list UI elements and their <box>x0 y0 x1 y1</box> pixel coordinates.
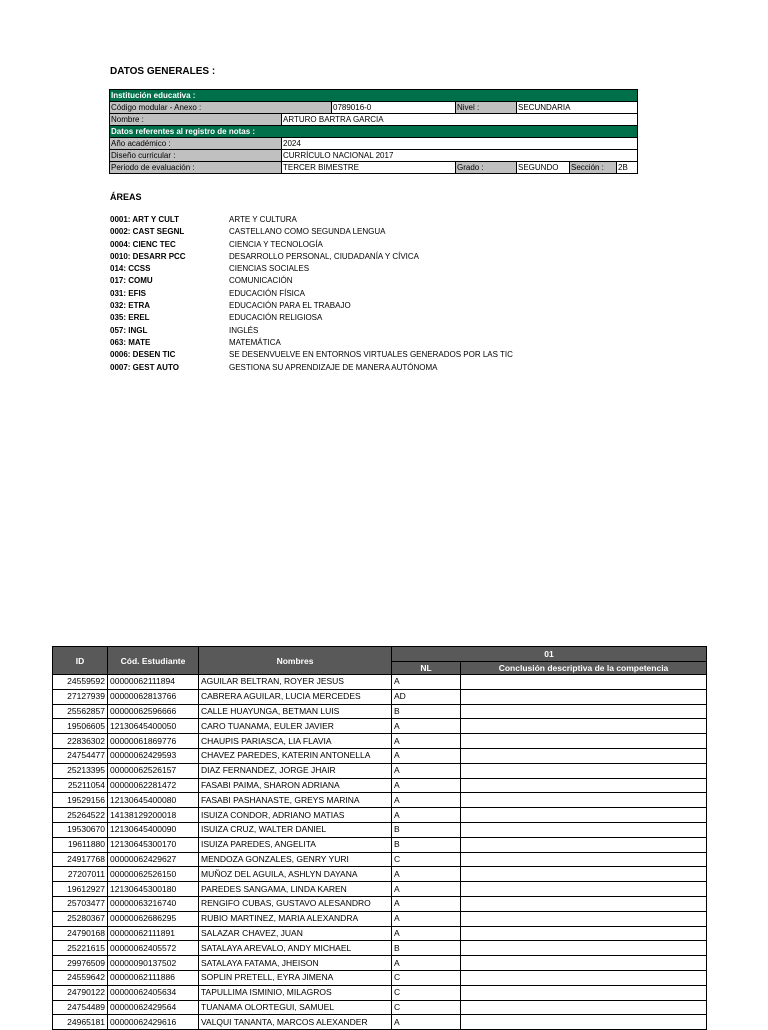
cell-cod-estudiante: 00000062111886 <box>108 970 199 985</box>
cell-cod-estudiante: 00000062429616 <box>108 1015 199 1030</box>
area-name: CIENCIAS SOCIALES <box>229 264 310 274</box>
cell-nombre: TAPULLIMA ISMINIO, MILAGROS <box>199 985 392 1000</box>
cell-cod-estudiante: 00000062111894 <box>108 675 199 690</box>
area-code: 017: COMU <box>110 276 153 286</box>
cell-cod-estudiante: 00000062405572 <box>108 941 199 956</box>
institucion-header: Institución educativa : <box>110 90 638 102</box>
cell-conclusion[interactable] <box>461 689 707 704</box>
area-name: EDUCACIÓN PARA EL TRABAJO <box>229 301 351 311</box>
codigo-value: 0789016-0 <box>332 102 456 114</box>
cell-id: 24917768 <box>53 852 108 867</box>
cell-conclusion[interactable] <box>461 985 707 1000</box>
header-nl: NL <box>392 662 461 675</box>
cell-conclusion[interactable] <box>461 896 707 911</box>
cell-nombre: CALLE HUAYUNGA, BETMAN LUIS <box>199 704 392 719</box>
cell-nombre: VALQUI TANANTA, MARCOS ALEXANDER <box>199 1015 392 1030</box>
cell-id: 25562857 <box>53 704 108 719</box>
cell-id: 24559592 <box>53 675 108 690</box>
cell-nombre: MENDOZA GONZALES, GENRY YURI <box>199 852 392 867</box>
table-row <box>53 911 707 926</box>
table-row <box>53 956 707 971</box>
cell-id: 25211054 <box>53 778 108 793</box>
cell-conclusion[interactable] <box>461 867 707 882</box>
cell-id: 19506605 <box>53 719 108 734</box>
cell-nl[interactable]: C <box>392 852 461 867</box>
table-row <box>53 763 707 778</box>
cell-conclusion[interactable] <box>461 793 707 808</box>
cell-cod-estudiante: 12130645300170 <box>108 837 199 852</box>
cell-id: 25213395 <box>53 763 108 778</box>
area-code: 0001: ART Y CULT <box>110 215 180 224</box>
table-row <box>53 675 707 690</box>
cell-nombre: SATALAYA FATAMA, JHEISON <box>199 956 392 971</box>
cell-nl[interactable]: B <box>392 837 461 852</box>
cell-nl[interactable]: A <box>392 808 461 823</box>
table-row <box>53 793 707 808</box>
cell-cod-estudiante: 12130645400090 <box>108 822 199 837</box>
header-cod-estudiante: Cód. Estudiante <box>108 647 199 675</box>
area-item <box>110 239 513 251</box>
cell-id: 29976509 <box>53 956 108 971</box>
cell-conclusion[interactable] <box>461 763 707 778</box>
cell-cod-estudiante: 00000090137502 <box>108 956 199 971</box>
area-name: ARTE Y CULTURA <box>229 215 297 224</box>
area-item <box>110 349 513 361</box>
seccion-label: Sección : <box>570 162 617 174</box>
cell-id: 27207011 <box>53 867 108 882</box>
cell-cod-estudiante: 12130645400080 <box>108 793 199 808</box>
cell-id: 25703477 <box>53 896 108 911</box>
cell-nl[interactable]: A <box>392 926 461 941</box>
cell-cod-estudiante: 00000062813766 <box>108 689 199 704</box>
area-name: CIENCIA Y TECNOLOGÍA <box>229 239 323 249</box>
area-code: 057: INGL <box>110 325 148 335</box>
nombre-label: Nombre : <box>110 114 282 126</box>
cell-id: 24790122 <box>53 985 108 1000</box>
header-nombres: Nombres <box>199 647 392 675</box>
area-name: CASTELLANO COMO SEGUNDA LENGUA <box>229 227 386 237</box>
cell-id: 19612927 <box>53 882 108 897</box>
header-competencia-group: 01 <box>392 647 707 662</box>
table-row <box>53 1015 707 1030</box>
area-name: EDUCACIÓN FÍSICA <box>229 288 306 298</box>
cell-cod-estudiante: 00000062429564 <box>108 1000 199 1015</box>
cell-cod-estudiante: 12130645300180 <box>108 882 199 897</box>
cell-nombre: DIAZ FERNANDEZ, JORGE JHAIR <box>199 763 392 778</box>
cell-conclusion[interactable] <box>461 837 707 852</box>
area-item <box>110 288 513 300</box>
nombre-value: ARTURO BARTRA GARCIA <box>282 114 638 126</box>
area-item <box>110 362 513 374</box>
area-name: GESTIONA SU APRENDIZAJE DE MANERA AUTÓNOMA <box>229 362 438 372</box>
cell-id: 19529156 <box>53 793 108 808</box>
cell-nl[interactable]: A <box>392 719 461 734</box>
cell-conclusion[interactable] <box>461 852 707 867</box>
table-row <box>53 837 707 852</box>
cell-nl[interactable]: A <box>392 956 461 971</box>
area-code: 063: MATE <box>110 337 151 347</box>
grado-label: Grado : <box>456 162 517 174</box>
cell-nombre: CHAUPIS PARIASCA, LIA FLAVIA <box>199 734 392 749</box>
nivel-label: Nivel : <box>456 102 517 114</box>
header-id: ID <box>53 647 108 675</box>
cell-nl[interactable]: A <box>392 748 461 763</box>
table-row <box>53 719 707 734</box>
area-code: 0006: DESEN TIC <box>110 350 176 360</box>
cell-conclusion[interactable] <box>461 956 707 971</box>
cell-id: 24965181 <box>53 1015 108 1030</box>
cell-conclusion[interactable] <box>461 675 707 690</box>
general-info-table <box>109 89 638 174</box>
cell-conclusion[interactable] <box>461 941 707 956</box>
cell-nl[interactable]: A <box>392 882 461 897</box>
cell-nombre: CABRERA AGUILAR, LUCIA MERCEDES <box>199 689 392 704</box>
area-item <box>110 263 513 275</box>
cell-conclusion[interactable] <box>461 970 707 985</box>
cell-cod-estudiante: 00000062526150 <box>108 867 199 882</box>
table-row <box>53 734 707 749</box>
area-name: SE DESENVUELVE EN ENTORNOS VIRTUALES GENERADOS POR LAS TIC <box>229 350 513 360</box>
area-item <box>110 312 513 324</box>
cell-conclusion[interactable] <box>461 882 707 897</box>
cell-conclusion[interactable] <box>461 808 707 823</box>
cell-id: 27127939 <box>53 689 108 704</box>
table-row <box>53 852 707 867</box>
cell-nl[interactable]: A <box>392 911 461 926</box>
area-code: 0007: GEST AUTO <box>110 362 179 372</box>
cell-nl[interactable]: A <box>392 763 461 778</box>
cell-cod-estudiante: 00000062526157 <box>108 763 199 778</box>
cell-nl[interactable]: AD <box>392 689 461 704</box>
area-code: 035: EREL <box>110 313 150 323</box>
area-code: 0010: DESARR PCC <box>110 251 186 261</box>
cell-cod-estudiante: 14138129200018 <box>108 808 199 823</box>
table-row <box>53 941 707 956</box>
anio-label: Año académico : <box>110 138 282 150</box>
grado-value: SEGUNDO <box>517 162 570 174</box>
table-row <box>53 896 707 911</box>
codigo-label: Código modular - Anexo : <box>110 102 332 114</box>
table-row <box>53 704 707 719</box>
cell-cod-estudiante: 12130645400050 <box>108 719 199 734</box>
table-row <box>53 970 707 985</box>
area-code: 031: EFIS <box>110 288 147 298</box>
anio-value: 2024 <box>282 138 638 150</box>
cell-nl[interactable]: B <box>392 822 461 837</box>
registro-header: Datos referentes al registro de notas : <box>110 126 638 138</box>
cell-nombre: SALAZAR CHAVEZ, JUAN <box>199 926 392 941</box>
area-code: 014: CCSS <box>110 264 151 274</box>
cell-id: 19530670 <box>53 822 108 837</box>
area-name: EDUCACIÓN RELIGIOSA <box>229 313 323 323</box>
area-item <box>110 300 513 312</box>
area-code: 0004: CIENC TEC <box>110 239 176 249</box>
cell-nl[interactable]: C <box>392 985 461 1000</box>
cell-id: 25221615 <box>53 941 108 956</box>
cell-conclusion[interactable] <box>461 926 707 941</box>
area-name: MATEMÁTICA <box>229 337 281 347</box>
table-row <box>53 748 707 763</box>
cell-nombre: TUANAMA OLORTEGUI, SAMUEL <box>199 1000 392 1015</box>
cell-conclusion[interactable] <box>461 778 707 793</box>
area-item <box>110 226 513 238</box>
cell-nombre: ISUIZA PAREDES, ANGELITA <box>199 837 392 852</box>
diseno-value: CURRÍCULO NACIONAL 2017 <box>282 150 638 162</box>
cell-cod-estudiante: 00000063216740 <box>108 896 199 911</box>
cell-nombre: SATALAYA AREVALO, ANDY MICHAEL <box>199 941 392 956</box>
cell-nl[interactable]: A <box>392 734 461 749</box>
cell-cod-estudiante: 00000062281472 <box>108 778 199 793</box>
cell-nombre: RUBIO MARTINEZ, MARIA ALEXANDRA <box>199 911 392 926</box>
cell-nombre: RENGIFO CUBAS, GUSTAVO ALESANDRO <box>199 896 392 911</box>
cell-nl[interactable]: A <box>392 1015 461 1030</box>
table-row <box>53 689 707 704</box>
cell-cod-estudiante: 00000062405634 <box>108 985 199 1000</box>
cell-nombre: AGUILAR BELTRAN, ROYER JESUS <box>199 675 392 690</box>
diseno-label: Diseño curricular : <box>110 150 282 162</box>
table-row <box>53 808 707 823</box>
cell-conclusion[interactable] <box>461 1000 707 1015</box>
cell-nl[interactable]: C <box>392 1000 461 1015</box>
cell-nl[interactable]: A <box>392 675 461 690</box>
table-row <box>53 882 707 897</box>
cell-nombre: CHAVEZ PAREDES, KATERIN ANTONELLA <box>199 748 392 763</box>
areas-title: ÁREAS <box>110 192 142 202</box>
cell-id: 24790168 <box>53 926 108 941</box>
cell-nl[interactable]: A <box>392 867 461 882</box>
table-row <box>53 867 707 882</box>
areas-list <box>110 214 513 374</box>
cell-cod-estudiante: 00000061869776 <box>108 734 199 749</box>
periodo-label: Periodo de evaluación : <box>110 162 282 174</box>
cell-nombre: MUÑOZ DEL AGUILA, ASHLYN DAYANA <box>199 867 392 882</box>
cell-id: 24559642 <box>53 970 108 985</box>
cell-nl[interactable]: B <box>392 704 461 719</box>
cell-conclusion[interactable] <box>461 734 707 749</box>
table-row <box>53 822 707 837</box>
area-item <box>110 337 513 349</box>
cell-nombre: FASABI PASHANASTE, GREYS MARINA <box>199 793 392 808</box>
area-code: 032: ETRA <box>110 301 151 311</box>
area-item <box>110 275 513 287</box>
cell-conclusion[interactable] <box>461 748 707 763</box>
area-name: DESARROLLO PERSONAL, CIUDADANÍA Y CÍVICA <box>229 251 419 261</box>
datos-generales-title: DATOS GENERALES : <box>110 66 216 77</box>
cell-nombre: CARO TUANAMA, EULER JAVIER <box>199 719 392 734</box>
cell-conclusion[interactable] <box>461 911 707 926</box>
cell-cod-estudiante: 00000062686295 <box>108 911 199 926</box>
cell-nl[interactable]: A <box>392 778 461 793</box>
cell-nombre: PAREDES SANGAMA, LINDA KAREN <box>199 882 392 897</box>
cell-nl[interactable]: A <box>392 793 461 808</box>
cell-nombre: ISUIZA CRUZ, WALTER DANIEL <box>199 822 392 837</box>
cell-cod-estudiante: 00000062429593 <box>108 748 199 763</box>
table-row <box>53 926 707 941</box>
area-item <box>110 325 513 337</box>
table-row <box>53 778 707 793</box>
seccion-value: 2B <box>617 162 638 174</box>
cell-nl[interactable]: C <box>392 970 461 985</box>
area-item <box>110 214 513 226</box>
cell-cod-estudiante: 00000062111891 <box>108 926 199 941</box>
cell-conclusion[interactable] <box>461 719 707 734</box>
cell-id: 25280367 <box>53 911 108 926</box>
cell-id: 25264522 <box>53 808 108 823</box>
table-row <box>53 1000 707 1015</box>
cell-id: 24754489 <box>53 1000 108 1015</box>
cell-conclusion[interactable] <box>461 704 707 719</box>
cell-id: 19611880 <box>53 837 108 852</box>
cell-cod-estudiante: 00000062429627 <box>108 852 199 867</box>
area-name: COMUNICACIÓN <box>229 276 293 286</box>
periodo-value: TERCER BIMESTRE <box>282 162 456 174</box>
cell-conclusion[interactable] <box>461 1015 707 1030</box>
students-table <box>52 646 707 1030</box>
cell-id: 22836302 <box>53 734 108 749</box>
area-item <box>110 251 513 263</box>
table-row <box>53 985 707 1000</box>
nivel-value: SECUNDARIA <box>517 102 638 114</box>
area-name: INGLÉS <box>229 325 259 335</box>
cell-conclusion[interactable] <box>461 822 707 837</box>
cell-id: 24754477 <box>53 748 108 763</box>
cell-nombre: ISUIZA CONDOR, ADRIANO MATIAS <box>199 808 392 823</box>
cell-nombre: SOPLIN PRETELL, EYRA JIMENA <box>199 970 392 985</box>
cell-nl[interactable]: A <box>392 896 461 911</box>
cell-nl[interactable]: B <box>392 941 461 956</box>
cell-nombre: FASABI PAIMA, SHARON ADRIANA <box>199 778 392 793</box>
header-conclusion: Conclusión descriptiva de la competencia <box>461 662 707 675</box>
cell-cod-estudiante: 00000062596666 <box>108 704 199 719</box>
area-code: 0002: CAST SEGNL <box>110 227 185 237</box>
